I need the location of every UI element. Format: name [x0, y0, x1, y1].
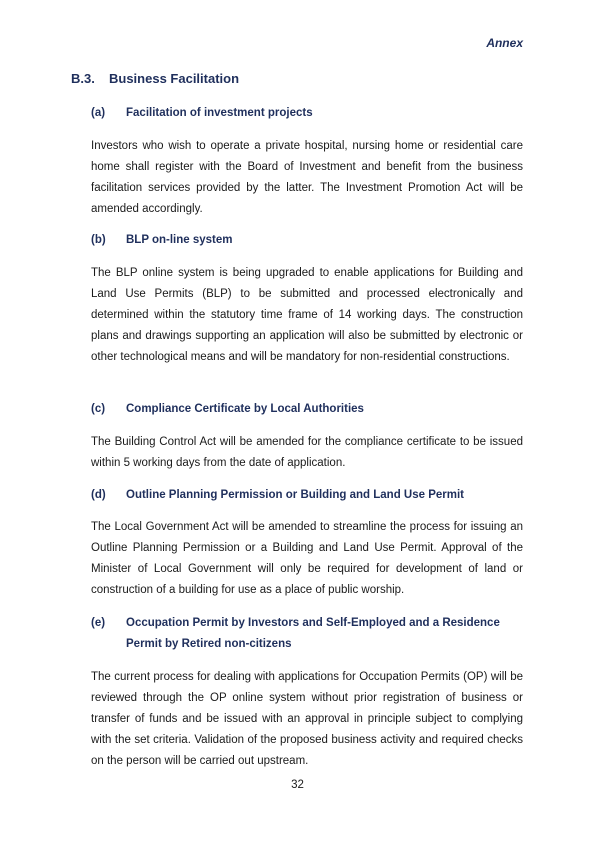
subsection-title: Outline Planning Permission or Building and Land Use Permit	[126, 489, 465, 501]
section-number: B.3.	[71, 71, 95, 86]
subsection-heading-b	[91, 230, 523, 251]
subsection-body-e: The current process for dealing with applications for Occupation Permits (OP) will be reviewed through the OP online system without prior registration of business or transfer of funds and be issued with an approval in principle subject to complying with the set criteria. Validation of the proposed business activity and required checks on the person will be carried out upstream.	[91, 671, 523, 767]
subsection-body-d: The Local Government Act will be amended to streamline the process for issuing an Outline Planning Permission or a Building and Land Use Permit. Approval of the Minister of Local Government will only be required for development of land or construction of a building for use as a place of public worship.	[91, 521, 523, 596]
subsection-letter: (c)	[91, 403, 106, 415]
subsection-letter: (a)	[91, 107, 106, 119]
subsection-heading-d	[91, 485, 523, 506]
subsection-heading-a	[91, 103, 523, 124]
section-heading	[71, 71, 239, 86]
annex-header: Annex	[486, 36, 523, 50]
section-title: Business Facilitation	[109, 71, 240, 86]
subsection-letter: (d)	[91, 489, 106, 501]
subsection-letter: (e)	[91, 617, 106, 629]
subsection-title: Occupation Permit by Investors and Self-Employed and a Residence Permit by Retired non-citizens	[126, 617, 500, 650]
subsection-title: Facilitation of investment projects	[126, 107, 313, 119]
subsection-letter: (b)	[91, 234, 106, 246]
subsection-title: Compliance Certificate by Local Authorities	[126, 403, 364, 415]
subsection-body-b: The BLP online system is being upgraded to enable applications for Building and Land Use Permits (BLP) to be submitted and processed electronically and determined within the statutory time frame of 14 working days. The construction plans and drawings supporting an application will also be submitted by electronic or other technological means and will be mandatory for non-residential constructions.	[91, 267, 523, 363]
subsection-title: BLP on-line system	[126, 234, 233, 246]
subsection-heading-c	[91, 399, 523, 420]
subsection-body-a: Investors who wish to operate a private hospital, nursing home or residential care home shall register with the Board of Investment and benefit from the business facilitation services provided by the latter. The Investment Promotion Act will be amended accordingly.	[91, 140, 523, 215]
subsection-body-c: The Building Control Act will be amended for the compliance certificate to be issued within 5 working days from the date of application.	[91, 436, 523, 469]
subsection-heading-e	[91, 613, 523, 655]
page-number: 32	[291, 779, 304, 791]
